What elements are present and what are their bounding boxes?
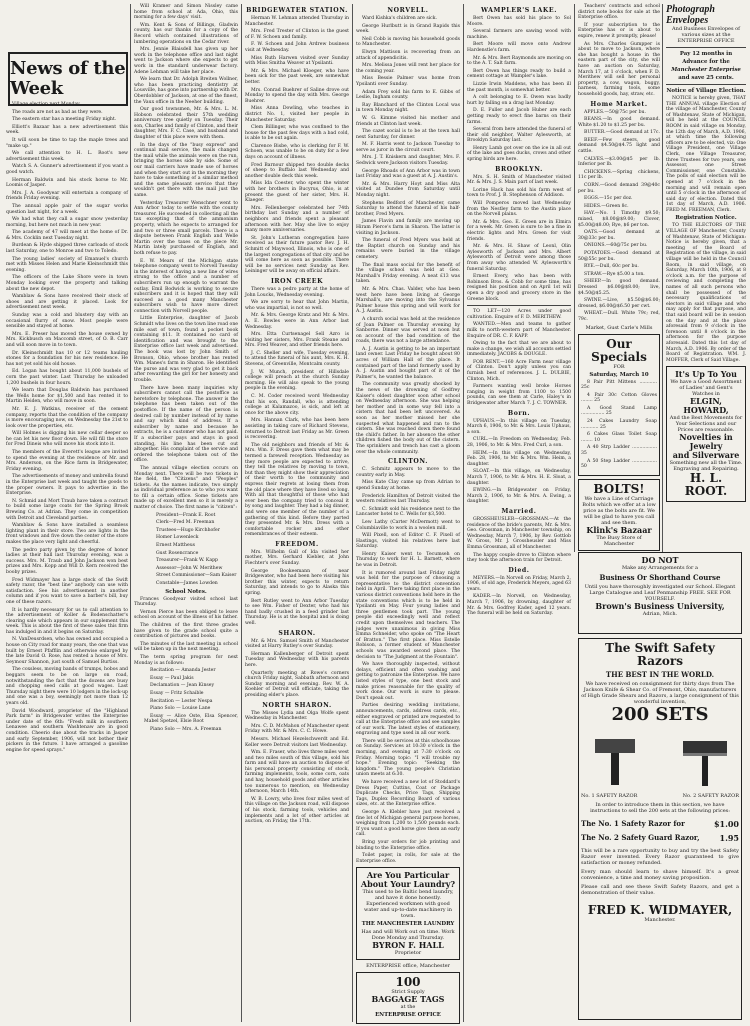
enterprise-small: ENTERPRISE office, Manchester — [366, 963, 450, 970]
bolts-body: We have a Line of Carriage Bolts which we offer at a low price as the bolts are fit. We will be glad to have you call and see them. — [582, 495, 656, 526]
born-heading: Born. — [507, 409, 531, 417]
market-line: ONIONS.—60@75c per bu. — [584, 243, 648, 249]
root-body: We have a Good Assortment of Ladies' and Gent's Watches in — [670, 379, 742, 398]
article-paragraph: Elwyn Mattison is recovering from an attack of appendicitis. — [356, 49, 460, 61]
article-paragraph: Bert Owen has things ready to build a cement cottage at Wampler's lake. — [467, 68, 571, 80]
razor-cap2: No. 2 SAFETY RAZOR — [682, 793, 739, 799]
market-line: EGGS.—15c per doz. — [584, 196, 633, 202]
program-line: Declamation — Jean Kinsey — [150, 683, 215, 689]
article-paragraph: It is rumored around last Friday night was held for the purpose of choosing a representative to the district convention held in April. There taking first place in the various district conventions held here in the state conventions which is to be held in Ypsilanti on May. Four young ladies and three gentlemen took part. The young people did exceedingly well and reflect credit upon themselves and teachers. The judges were unanimous in giving Miss Emma Schneider, who spoke on "The Heart of Bratton." The first place. Miss Estelle Robison, a former student of Manchester schools was awarded second place. The decision to "The Judgment at the Fountain". — [356, 570, 460, 660]
market-line: HIDES.—Green 8c. — [584, 203, 629, 209]
article-paragraph: The cazet social is to be at the town hall next Saturday, for dinner. — [356, 129, 460, 140]
market-line: SHEEP.—In good demand. Dressed $6.00@$8.00; live, $4.50@$5.25. — [578, 279, 660, 296]
market-line: RYE.—Dull, 60c per bu. — [584, 264, 639, 270]
article-paragraph: Wm. Kent & Sons of Billings, Gladwin county, has our thanks for a copy of the Record which contained illustrations of lumbering operations on the Cedar river. — [134, 22, 238, 45]
laundry-line1: Are You Particular — [366, 870, 450, 881]
article-paragraph: It will soon be time to tap the maple trees and "make up." — [6, 137, 128, 149]
article-paragraph: Mr. & Mrs. Michael Kloeger, who have been sick for the past week, are somewhat better. — [245, 68, 349, 85]
article-paragraph: Mrs. E. Preser has moved the house owned by Mrs. Kickbusch on Maccomb street, of O. B. Carr and will soon move in to town. — [6, 331, 128, 348]
ticket-line: President—Frank E. Root — [156, 512, 216, 518]
article-paragraph: Lorine Hack has sold his farm west of town to Prof. J. B. Stephenson of Addison. — [467, 187, 571, 199]
tags-l1: Strict Supply — [391, 989, 425, 996]
article-paragraph: Herman Kallenberger of Detroit spent Tuesday and Wednesday with his parents here. — [245, 651, 349, 668]
article-paragraph: UPHAUS.—In this village on Tuesday, March 6, 1906, to Mr. & Mrs. Louis Uphaus, a son. — [467, 418, 571, 435]
article-paragraph: We learn that Douglas Baldwin has purchased the Wells home for $1,500 and has rented it to Martin Heiden, who will move in soon. — [6, 388, 128, 405]
article-paragraph: Fred Widmayer has a large stock of the Swift safety razor, the "best line" anybody can use with satisfaction. See his advertisement in another column and if you want to save a barber's bill, buy one of these razors. — [6, 577, 128, 605]
market-heading: Home Market. — [590, 100, 648, 108]
article-paragraph: The final mass social for the benefit of the village school was held at Geo. Marshall's Friday evening. A neat £13 was taken. — [356, 262, 460, 285]
laundry-line7: Proprietor — [394, 950, 422, 957]
article-paragraph: Several from here attended the funeral of their old neighbor, Walter Aylesworth, at Brooklyn Saturday last. — [467, 127, 571, 144]
norvell-heading: NORVELL. — [387, 7, 429, 14]
article-paragraph: Will Kramer and Simon Nissley came home from school at Ada, Ohio, this morning for a few days' visit. — [134, 4, 238, 21]
article-paragraph: Vernon Pierce has been obliged to leave school on account of the illness of his father. — [134, 609, 238, 621]
market-line: SWINE.—Live, $5.50@$6.00; dressed, $6.00@$6.50 per cwt. — [578, 298, 660, 309]
article-paragraph: Mr. & Mrs. Geo. E. Green are in Elmira for a week. Mr. Green is sure to be a fine in electric lights and Mrs. Green for visit friends. — [467, 219, 571, 242]
razor-p1-price: $1.00 — [713, 819, 739, 829]
razor-count: 200 SETS — [611, 704, 709, 725]
root-l2: Novelties in — [679, 432, 733, 443]
article-paragraph: There was a pedro party at the home of John Loucks, Wednesday evening. — [245, 286, 349, 298]
article-paragraph: Clarence Bisbe, who is clerking for F. W. Schoen, was unable to be on duty for a few days on account of illness. — [245, 143, 349, 161]
article-paragraph: Mr. & Mrs. H. Shaw of Leonl, Olin Aylesworth of Jackson and Mrs. Albert Aylesworth of Detroit were among those from away who attended W. Aylesworth's funeral Saturday. — [467, 244, 571, 272]
article-paragraph: Herman W. Lehman attended Thursday in Manchester. — [245, 16, 349, 27]
article-paragraph: We are sorry to hear that John Martin, who was impartial, is not so well. — [245, 300, 349, 311]
article-paragraph: Fred Barnour shipped two double decks of sheep to Buffalo last Wednesday and another double deck this week. — [245, 162, 349, 179]
election-notice: NOTICE is hereby given, THAT THE ANNUAL village Election of the village of Manchester, County of Washtenaw, State of Michigan, will be held at the COUNCIL ROOM in said village on Monday, the 12th day of March, A.D. 1906, at which time the following officers are to be elected, viz: One Village President, one Village Clerk, one Village Treasurer, three Trustees for two years, one Assessor, one Street Commissioner, one Constable. The polls of said election will be opened at 7 o'clock in the morning and will remain open until 5 o'clock in the afternoon of said day of election. Dated this 1st day of March, A.D. 1906. FRED M. FREEMAN, Clerk. — [666, 96, 746, 213]
article-paragraph: Ernest Every, who has been with Robinson Bros. & Cobb for some time, has resigned his position and on April 1st will open a dry good and grocery store in the Greene block. — [467, 274, 571, 302]
article-paragraph: Miss Anna Dowling, who teaches in district No. 1, visited her people in Manchester Saturday. — [245, 106, 349, 123]
root-l1: It's Up To You — [675, 369, 737, 380]
specials-date: Saturday, March 10 — [589, 371, 649, 378]
razor-illustration-1 — [585, 729, 645, 789]
root-l4: and Silverware — [672, 450, 740, 461]
classified-ad: Owing to the fact that we are about to make a change, we wish all accounts settled immediately. JACOBS & DOUGLE. — [467, 341, 571, 358]
article-paragraph: The community was greatly shocked by the news of the drowning of Godfrey Kaiser's oldest daughter soon after school on Wednesday afternoon. She was helping her mother and in some way fell into a cistern that had been left uncovered. As soon as her mother missed her she suspected what happened and ran to the cistern. She was reached down there found the child's father. In her absence the other children fished the body out of the cistern. The sprinklers and trench has cast a gloom over the whole community. — [356, 382, 460, 455]
article-paragraph: Ward Kishka's children are sick. — [362, 16, 437, 21]
pay-l4: and save 25 cents. — [678, 75, 734, 81]
razor-illustration-2 — [675, 729, 735, 789]
article-paragraph: George Rhoads of Ann Arbor was in town last Friday and was a guest at A. J. Austin's. — [356, 168, 460, 180]
specials-item: 8 Pair Pitt Mittens ............ 25c — [581, 379, 657, 391]
razor-sub: THE BEST IN THE WORLD. — [605, 670, 715, 679]
article-paragraph: Mrs. Etta Curtsenagel Sell Azro is visiting her sisters, Mrs. Frank Steane and Mrs. Fred Weaver, and other friends here. — [245, 332, 349, 349]
article-paragraph: The members of the Everett's league are invited to spend the evening at the residence of Mr. and Mrs. Anderson, on the Rice farm in Bridgewater, Friday evening. — [6, 450, 128, 472]
root-body3: Something new all the Time. Engraving and Repairing. — [669, 460, 743, 473]
pay-l3: Manchester Enterprise — [671, 67, 741, 73]
article-paragraph: Watch S. A. Gunner's advertisement if you want a good watch. — [6, 164, 128, 175]
market-note: Market, Gust Carle's Mills — [585, 324, 653, 331]
article-paragraph: SLOAT.—In this village, on Wednesday, March 7, 1906, to Mr. & Mrs. H. E. Sloat, a daughter. — [467, 469, 571, 486]
article-paragraph: Our good townsmen, Mr. & Mrs. L. M. Hobson celebrated their 57th wedding anniversary tree quietly on Tuesday. Their son, Charles and family of Clinton, and their daughter, Mrs. F. C. Case, and husband and daughter of this place were with them. — [134, 107, 238, 141]
article-paragraph: D. E. Fuller and Jacob Huber are each getting ready to erect fine barns on their farms. — [467, 108, 571, 125]
bolts-sub: The Busy Store of Manchester — [596, 534, 642, 547]
article-paragraph: The old neighbors and friends of Mr. & Mrs. Wm. F. Dress gave them what may be termed a farewell reception. Wednesday as they more people are expected to arrive, they tell the relatives by moving to town, but than they might show their appreciation of their worth to the community and express their regrets at losing them from the old place where they have lived so long. With all that thoughtful of those who had ever been the company tried to conceal it by song and laughter. They had a big dinner, and were one member of the number of a gathering of this kind. Before they parted they presented Mr. & Mrs. Dress with a comfortable rocker and other remembrances of their esteem. — [245, 442, 349, 538]
article-paragraph: Henry Kaiser went to Tecumseh on Thursday to work for H. L. Barnett, where he was in Detroit. — [356, 551, 460, 569]
article-paragraph: St. John's Lutheran congregation have received as their future pastor Rev. J. H. Schmitt of Maywood, Illinois, who is one of the largest congregations of that city and he will come here as soon as possible. There will be no services next Sunday as Rev. Leininger will be away on official affairs. — [245, 235, 349, 275]
razor-note: In order to introduce them in this section, we have instructions to sell the 200 sets at the following prices: — [590, 802, 730, 814]
specials-ad — [578, 334, 660, 476]
article-paragraph: Miss Ruth Harwen visited over Sunday with Miss Smitha Weaver at Ypsilanti. — [245, 55, 349, 67]
article-paragraph: Mrs. J. A. Goodyear will entertain a company of friends Friday evening. — [6, 190, 128, 202]
razor-images — [585, 729, 735, 789]
article-paragraph: Will Holmes is digging his new cellar deeper so he can let his new floor down. He will fill the store for Fred Dineis who will move his stock into it. — [6, 431, 128, 448]
article-paragraph: GROSSHEUSLER—GROSSMAN.—At the residence of the bride's parents, Mr. & Mrs. Geo. Grossman, in Manchester township, on Wednesday, March 7, 1906, by Rev. Gottlob W. Gross, Mr. J. Grossheusler and Miss Emma Grossman, all of Manchester. — [467, 516, 571, 550]
ticket-line: Constable—James Lowden — [156, 581, 218, 586]
market-line: BEEF.—Few steers, good demand $4.50@$4.75 light and cattle. — [578, 137, 660, 155]
married-heading: Married. — [501, 507, 537, 515]
program-line: Essay — Alice Oste, Elsa Spencer, Mabel Spetzel, Elsie Root — [144, 713, 238, 725]
laundry-line3: This used to be Baltic bend laundry, and have it done honestly. Experienced workmen with good water and up-to-date machinery in town. — [362, 889, 454, 920]
laundry-line2: About Your Laundry? — [360, 879, 456, 890]
article-paragraph: Quarterly meeting at Rowe's corners church Friday night, Sabbath afternoon and Sunday morning and evening. Rev. W. A. Koehler of Detroit will officiate, taking the presiding elder's place. — [245, 670, 349, 698]
article-paragraph: Adam Frey sold his farm to E. Gibbs of Leslie, Ingham county. — [356, 89, 460, 101]
column-rule — [463, 4, 464, 1022]
article-paragraph: The roads are not as bad as they were. — [12, 109, 103, 115]
tags-l3: at the — [400, 1004, 416, 1011]
bolts-title: BOLTS! — [593, 481, 645, 496]
root-l3: Jewelry — [689, 441, 723, 452]
article-paragraph: Stephens Bedford of Manchester, came Saturday to attend the funeral of his half-brother, Fred Myers. — [356, 200, 460, 217]
column-rule — [574, 4, 575, 552]
article-paragraph: C. Schmidt sold his residence next to the Lancaster hotel to C. Wells for $3,500. — [356, 506, 460, 518]
brooklyn-heading: BROOKLYN. — [495, 165, 543, 173]
razor-body: We have received on consignment for thirty days from The Jackson Knife & Shear Co. of Fremont, Ohio, manufacturers of High Grade Shears and Razors, a large consignment of this wonderful invention, — [581, 681, 739, 705]
article-paragraph: Bert Owen has sold his place to Sol Moore. — [467, 16, 571, 27]
razor-place: Manchester. — [644, 917, 676, 923]
article-paragraph: Wamblaw & Sons have installed a seamless lighting plant in their store. Two are lights in the front windows and five down the center of the store makes the place very light and cheerful. — [6, 523, 128, 545]
article-paragraph: The advertisements of money and umbrella found in the Enterprise last week and taught the goods to the proper owners. It pays to advertise in the Enterprise. — [6, 474, 128, 497]
ticket-line: Street Commissioner—Sam Kaiser — [156, 573, 237, 579]
razor-p1: The No. 1 Safety Razor for — [581, 819, 685, 828]
school-ad-l5: Brown's Business University, — [595, 601, 725, 611]
article-paragraph: Mr. & Mrs. Harry Hoyt and Miss Alta visited at Dundee from Saturday until Monday night. — [356, 181, 460, 199]
laundry-line5: Has and will Work out on time. Work Done Monday and Thursday. — [361, 929, 455, 942]
program-line: Essay — Fritz Schaible — [150, 690, 204, 696]
article-paragraph: Lizzie Irwin Maddens, who has been ill the past month, is somewhat better. — [467, 81, 571, 93]
razor-name: FRED K. WIDMAYER, — [587, 903, 733, 917]
ticket-line: Homer Lowenleck — [156, 535, 199, 541]
article-paragraph: We have received a new lot of Stoddard's Dress Paper, Cuttins, Coat or Package Duplicate Checks, Price Tags, Shipping Tags, Duplex Recording Board of various sizes, etc. at the Enterprise office. — [356, 780, 460, 808]
root-name: H. L. ROOT. — [684, 471, 728, 499]
column-7 — [666, 4, 746, 552]
article-paragraph: Dr. Kleinschmidt has 10 or 12 teams hauling stones for a foundation for his new residence. He has not yet sold his old house. — [6, 350, 128, 367]
column-6 — [578, 4, 660, 552]
article-paragraph: George A. Klebler have just received a fine lot of Michigan general purpose horses, weighing from 1,200 to 1,500 pounds each. If you want a good horse give them an early call. — [356, 810, 460, 838]
article-paragraph: The officers of the Lake Shore were in town Monday looking over the property and talking about the new depot. — [6, 275, 128, 292]
article-paragraph: Miss Ida Coester, who spent the winter with her brothers in Bucyrus, Ohio, is at present the guest of her sister, Mrs. H. Klaeger. — [245, 181, 349, 204]
article-paragraph: Miss Kate Clay came up from Adrian to spend Sunday at home. — [356, 480, 460, 491]
razor-cap1: No. 1 SAFETY RAZOR — [581, 793, 638, 799]
safety-razor-ad — [578, 638, 742, 1020]
root-b1: ELGIN, — [690, 396, 722, 407]
article-paragraph: As Mrs. Charles Gumpper is about to move to Jackson, where she has bought a house in the eastern part of the city, she will have an auction on Saturday, March 17, at 1 o'clock, when F. D. Merithew will sell her personal property, a cow, wagon, buggy, harness, farming tools, some household goods, hay, straw, etc. — [578, 41, 660, 97]
article-paragraph: C. M. Coder received word Wednesday that his son, Randall, who is attending college at Kalamazoo, is sick, and left at once for the above city. — [245, 394, 349, 416]
article-paragraph: Mrs. Fellenberger celebrated her 74th birthday last Sunday and a number of neighbors and friends spent a pleasant afternoon with her. May she live to enjoy many more anniversaries. — [245, 205, 349, 234]
column-rule — [662, 4, 663, 552]
market-line: POTATOES.—Good demand at 50@55c per bu. — [578, 250, 660, 262]
specials-item: 4 Pair 30c Cotton Gloves ........ 25 — [581, 392, 657, 404]
column-rule — [130, 4, 131, 1022]
specials-item: A 40 Strp Ladder ................. 35 — [581, 445, 657, 457]
article-paragraph: Will Pixell, son of Editor C. F. Pixell of Hastings, visited his relatives here last Saturday. — [356, 533, 460, 550]
article-paragraph: Frances Goodyear visited school last Thursday. — [134, 596, 238, 608]
program-line: Piano Solo — Louise Lane — [150, 706, 211, 712]
article-paragraph: Mr. & Mrs. Bert Raymonds are moving on to the A. T. Salt farm. — [467, 55, 571, 67]
ticket-line: Treasurer—Frank W. Kapp — [156, 558, 218, 564]
article-paragraph: KADER.—In Norvell, on Wednesday, March 7, 1906, by drowning, daughter of Mr. & Mrs. Godfrey Kader, aged 12 years. The funeral will be held on Saturday. — [467, 594, 571, 617]
article-paragraph: George Bookeemann of near Bridgewater, who had been here visiting his brother this winter, expects to return Saturday, and intends to go to Alaska this spring. — [245, 568, 349, 597]
bolts-name: Klink's Bazaar — [586, 524, 652, 535]
specials-item: 24 Cakes Laundry Soap ............ 25 — [581, 419, 657, 430]
north-sharon-heading: NORTH SHARON. — [262, 701, 332, 709]
program-line: Essay — Paul Jakis — [150, 675, 194, 681]
market-line: OATS.—Good demand at 30@33c per bu. — [578, 230, 660, 241]
pay-l1: Pay 12 months in — [679, 51, 733, 57]
tags-l4: ENTERPRISE OFFICE — [375, 1012, 441, 1019]
specials-title: Our Specials — [591, 336, 647, 364]
article-paragraph: We call attention to H. L. Root's new advertisement this week. — [6, 151, 128, 162]
razor-body3: Every man should learn to shave himself. It's a great convenience, a time and money saving proposition. — [581, 869, 739, 881]
article-paragraph: E. W. Mears of the Michigan state telephone company went to Norvell Tuesday in the interest of having a new line of wires strung to the office and a number of subscribers run up enough to warrant the outlay. Emil Bodwick is working to secure subscribers and it is hoped that they will succeed as a good many Manchester subscribers wish to have more direct connection with Norvell people. — [134, 258, 238, 314]
article-paragraph: George Hurlbutt is in Grand Rapids this week. — [356, 23, 460, 35]
article-paragraph: W. B. Lowry, who lives four miles west of this village on the Jackson road, will dispose of his stock, farming tools, vehicles and implements and a lot of other articles at auction, on Friday, the 17th. — [245, 796, 349, 825]
wamplers-heading: WAMPLER'S LAKE. — [481, 7, 557, 14]
article-paragraph: Burdean & Hyde shipped three carloads of stock last Saturday, one to Monroe and two to Toledo. — [6, 243, 128, 255]
program-line: Recitation — Amanda Jester — [150, 668, 216, 674]
market-line: CALVES.—$3.00@$5 per lb. Inferior per lb. — [578, 156, 660, 168]
election-notice-heading: Notice of Village Election. — [666, 88, 746, 94]
root-ad — [666, 366, 746, 502]
article-paragraph: Neil Cobb is moving his household goods to Manchester. — [356, 36, 460, 48]
article-paragraph: Teachers' contracts and school district note books for sale at the Enterprise office. — [578, 4, 660, 21]
razor-body2: This will be a rare opportunity to buy and try the best Safety Razor ever invented. Every Razor guaranteed to give satisfaction or money refunded. — [581, 848, 739, 866]
registration-heading: Registration Notice. — [675, 215, 737, 222]
article-paragraph: Frederick Hamilton of Detroit visited the western relatives last Thursday. — [356, 493, 460, 505]
photo-envelopes-sub: And Business Envelopes of various sizes at the ENTERPRISE OFFICE — [671, 26, 741, 44]
article-paragraph: M. F. Harris went to Jackson Tuesday to serve as juror in the circuit court. — [356, 142, 460, 153]
column-rule — [241, 4, 242, 1022]
article-paragraph: The annual apple pair of the sugar works question last night, for a week. — [6, 203, 128, 215]
article-paragraph: Mrs. S. H. Smith of Manchester visited Mr. & Mrs. J. S. Main part of last week. — [467, 174, 571, 186]
article-paragraph: We learn that Dr. Adolph Breiten Wollner, who has been practicing dentistry at Lousville, has gone into partnership with Dr. Oberdobbler of Jackson, at one of the finest, the Vaux office in the Neeher building. — [134, 77, 238, 105]
school-ad-l3: Business Or Shorthand Course — [599, 573, 721, 582]
article-paragraph: MEYERS.—In Norvell on Friday, March 2, 1906, of old age, Frederick Meyers, aged 63 years. — [467, 575, 571, 592]
column-3 — [245, 4, 349, 1022]
article-paragraph: Village election next Monday. — [12, 102, 81, 107]
article-paragraph: The children of the first three grades have given to the grade school quite a contribution of pictures and books. — [134, 622, 238, 640]
article-paragraph: CURL.—In Freedom on Wednesday, Feb. 28, 1906, to Mr. & Mrs. Fred Curl, a son. — [467, 437, 571, 448]
market-line: HAY.—No. 1 Timothy $9.50; mixed, $8.00@$9.00; Clover, $5.00@$8.00; Rye, $6 per ton. — [578, 211, 660, 228]
article-paragraph: The pedro party given by the degree of honor ladies at their hall last Thursday evening, was a success. Mrs. M. Traub and John Jackson won best prizes and Mrs. Kopp and Will D. Kern received the booby prizes. — [6, 547, 128, 575]
article-paragraph: Wamblaw & Sons have received their stock of shoes and are getting it placed. Look for advertisement next week. — [6, 294, 128, 311]
laundry-line6: BYRON F. HALL — [372, 940, 444, 951]
market-line: CHICKENS.—Spring chickens, 11c per lb. — [578, 169, 660, 181]
clinton-heading: CLINTON. — [387, 458, 429, 466]
market-line: BUTTER.—Good demand at 17c. — [584, 130, 660, 136]
bolts-ad — [578, 479, 660, 551]
article-paragraph: Messrs. Michael Hezelschwerdt and Ed. Keller were Detroit visitors last Wednesday. — [245, 736, 349, 748]
masthead — [8, 52, 128, 106]
article-paragraph: Henry Lamb got over on the ice in all out of the lake and goes ducks, crows and other spring birds are here. — [467, 145, 571, 163]
program-line: Piano Solo — Mrs. A. Freeman — [150, 726, 222, 732]
bridgewater-heading: BRIDGEWATER STATION. — [246, 7, 348, 14]
classified-ad: WANTED.—Men and teams to gather milk to north-western part of Manchester. Enquire of DR. C. F. KAPP. — [467, 322, 571, 339]
tags-ad — [356, 972, 460, 1024]
classified-ad: TO LET—120 Acres under good cultivation. Enquire of F. D. MERITHEW. — [467, 309, 571, 320]
article-paragraph: If your subscription to the Enterprise has or is about to expire, renew it promptly, please! — [578, 22, 660, 39]
article-paragraph: Bring your orders for job printing and binding to the Enterprise office. — [356, 839, 460, 851]
article-paragraph: Elliott's Bazaar has a new advertisement this week. — [6, 124, 128, 136]
article-paragraph: N. Schmid and Mort Traub have taken a contract to build some large coats for the Spring Brook Brewing Co. at Adrian. They come in competition with Detroit and Cleveland parties. — [6, 498, 128, 521]
razor-title: The Swift Safety Razors — [605, 641, 715, 668]
market-line: APPLES.—50@75c per bu. — [584, 109, 646, 115]
article-paragraph: J. C. Sheller and wife, Tuesday evening, to attend the funeral of his aunt, Mrs. K. H. Stevens, of Greenville, Montcalm county. — [245, 350, 349, 368]
article-paragraph: Mr. & Mrs. Chas. Valder, who has been west here have been living at George Marshall's, are moving into the Sylvanus Palmer house this spring and will work for A. J. Austin. — [356, 286, 460, 315]
article-paragraph: There will be services at this schoolhouse on Sunday. Services at 10:30 o'clock in the morning, and evening at 7:30 o'clock on Friday. Morning topic: "I will trouble my hope." Evening topic: "Seeking the kingdom." The young people's Christian union meets at 6:30. — [356, 738, 460, 778]
article-paragraph: It is hardly necessary for us to call attention to the advertisement of Koller & Bodenschatter's clearing sale which appears in our supplement this week. This is about the first of these sales this firm has indulged in and it begins on Saturday. — [6, 607, 128, 635]
article-paragraph: J. W. Munch, president of Hillsdale college will preach at the church Sunday morning. He will also speak to the young people in the evening. — [245, 369, 349, 392]
pay-l2: Advance for the — [682, 59, 730, 65]
article-paragraph: A. J. Austin is getting to be an important land owner. Last Friday he bought about 80 acres of William Hall of the place. It contained part of the land formerly used by A. J. Austin and bought part of it of the Palmer's, he wanted the balance. — [356, 346, 460, 380]
article-paragraph: Bert Moore will move onto Andrew Hardenstle's farm. — [467, 42, 571, 53]
ticket-line: Ernest Mattheus — [156, 543, 196, 549]
specials-for: FOR — [613, 363, 625, 370]
column-rule — [352, 4, 353, 1022]
school-notes-heading: School Notes. — [165, 588, 207, 595]
article-paragraph: F. W. Schoen and John Ardrew business visit at Wednesday. — [245, 42, 349, 53]
article-paragraph: N. VanDeusrdsen, who has owned and occupied a house on City road for many years, the one that was built by Ernest Pfafflin and otherwise enlarged by the late David O. Rose, has rented a house of Mrs. Seymour Shannon, just south of Samuel Burtiss. — [6, 637, 128, 665]
article-paragraph: Mrs. J. T. Kniskern and daughter, Mrs. F. Sedwick were Jackson visitors Tuesday. — [356, 155, 460, 167]
ticket-line: Trustees—Hugo Kirchhofer — [156, 527, 220, 533]
tags-num: 100 — [395, 975, 421, 990]
article-paragraph: A colt belonging to E. Owen was badly hurt by falling on a drag last Monday. — [467, 95, 571, 106]
specials-item: A Good Stand Lamp ................ 25 — [581, 405, 657, 417]
specials-item: 6 Cakes Glass Toilet Soap ........ 10 — [581, 432, 657, 443]
article-paragraph: David Woodward, proprietor of the "Highland Park farm" in Bridgewater writes the Enterprise under date of the 6th: "Fresh milk in southern Lenawee and southern Washtenaw are in good condition. Cheerio due about the tracks in Jasper and early September, 1906, will not bother their pickers in the future. I have arranged a gasoline engine for speed sprays." — [6, 708, 128, 753]
iron-creek-heading: IRON CREEK — [270, 277, 324, 285]
article-paragraph: Wm. E. Fraser, who lives three miles west and two miles south of this village, sold his farm and will have an auction to dispose of his personal property consisting of stock, farming implements, tools, some corn, oats and hay, household goods and other articles too numerous to mention, on Wednesday afternoon, March 14th. — [245, 750, 349, 795]
article-paragraph: There have been many inquiries why subscribers cannot call the postoffice as heretofore by telephone. The answer is the telephone has been taken out of the postoffice. If the name of the person is desired call by number instead of by name and say which kind of address. If a subscriber by name and because he extracts, he is a customer who has not paid. If a subscriber pays and stays in good standing, his line has been cut out altogether. His complaint of the service and ordered the telephone taken out of the office. — [134, 385, 238, 464]
article-paragraph: Mr. & Mrs. Samuel Smith of Manchester visited at Harry Rutley's over Sunday. — [245, 638, 349, 650]
razor-body4: Please call and see these Swift Safety Razors, and get a demonstration of their value. — [581, 884, 739, 896]
article-paragraph: A church social was held at the residence of Joan Palmer on Thursday evening by Sanborne. Dinner was served at noon but on account of the bad condition of the roads, there was not a large attendance. — [356, 316, 460, 345]
ticket-line: Gust Rosencrance — [156, 550, 199, 556]
article-paragraph: Parties desiring wedding invitations, announcements, cards, address cards, etc., either engraved or printed are requested to call at the Enterprise office and see samples of our work. The latest styles of stationery, engraving and type used in all our work. — [356, 703, 460, 737]
business-university-ad — [578, 552, 742, 634]
article-paragraph: Mrs. Wilhelm Gall of Ida visited her mother, Mrs. Gerhard Kiebler, at John Fiechter's over Sunday. — [245, 549, 349, 567]
razor-p2-price: 1.95 — [719, 833, 739, 843]
article-paragraph: Bert Rutley went to Ann Arbor Tuesday to see Wm. Fisher of Dexter, who had his hand badly crushed in a feed grinder last Thursday. He is at the hospital and is doing well. — [245, 598, 349, 626]
article-paragraph: The eastern star has a meeting Friday night. — [12, 117, 117, 123]
school-ad-l6: Adrian, Mich. — [642, 611, 678, 617]
article-paragraph: The annual village election occurs on Monday next. There will be two tickets in the field, the "Citizens" and "Peoples" tickets. As the names indicate, two simply as individual preference as to who you want to fill a certain office. Some tickets are made up of excellent men so it is merely a matter of choice. The first name is "citizen": — [134, 465, 238, 511]
article-paragraph: Will Pomperos moved last Wednesday from the Nestley farm to the Austin place on the Norvell plains. — [467, 201, 571, 218]
root-b2: HOWARD, — [683, 405, 729, 416]
ticket-line: Assessor—John W. Merithew — [156, 565, 223, 571]
article-paragraph: EWING.—In Bridgewater on Friday, March 2, 1906, to Mr. & Mrs. A. Ewing, a daughter. — [467, 488, 571, 505]
photo-envelopes-heading: Photograph Envelopes — [666, 4, 715, 26]
article-paragraph: Lew Lathy (Carter McDermott) went to Columbiaville to work in a woolen mill. — [356, 519, 460, 531]
article-paragraph: In the days of the "busy express" and continual mail service, the mails changed the mail while the animals were on the run, bringing the horses side by side. Some of our mail carriers have made use of horses and when they start out in the morning they have to take something of a similar method and the same pleasant service that they wouldn't get there with the mail just the same. — [134, 142, 238, 198]
article-paragraph: Mrs. C. D. McMahon of Manchester spent Friday with Mr. & Mrs. C. C. Howe. — [245, 723, 349, 735]
article-paragraph: Mrs. Jennie Blaisdell has given up her work in the telephone office and last night went to Jackson where she expects to get work in the standard underwear factory. Adene Lehman will take her place. — [134, 47, 238, 75]
article-paragraph: Mrs. Conrad Buehrer of Saline drove out Monday to spend the day with Mrs. George Buehrer. — [245, 87, 349, 104]
ticket-line: Clerk—Fred M. Freeman — [156, 520, 215, 526]
article-paragraph: The term spring program for next Monday is as follows: — [134, 654, 238, 666]
article-paragraph: The academy of 47 will meet at the home of Dr. & Mrs. Cocklin next Tuesday night. — [6, 230, 128, 241]
article-paragraph: Ray Blanchard of the Clinton Local was in town Monday night. — [356, 102, 460, 114]
school-ad-l2: Make any Arrangements for a — [622, 565, 698, 571]
article-paragraph: Sunday was a cold and blustery day with an occasional flurry of snow. Most people were sensible and stayed at home. — [6, 313, 128, 330]
article-paragraph: James Flavin and family are moving up Hiram Pierce's farm in Sharon. The latter is visiting in Jackson. — [356, 219, 460, 236]
article-paragraph: The happy couple drove to Clinton where they took the afternoon train for Detroit. — [467, 552, 571, 564]
column-5 — [467, 4, 571, 617]
article-paragraph: Toilet paper, in rolls, for sale at the Enterprise office. — [356, 853, 460, 864]
article-paragraph: The Misses Lydia and Olga Wolfe spent Wednesday in Manchester. — [245, 710, 349, 722]
classified-ad: Farmers wanting well broke Horses ranging in weight from 1100 to 1500 pounds, can see them at Carle, Haley's in Bridgewater after March 7. J. C. TOWNER. — [467, 384, 571, 407]
article-paragraph: Little Enterprise, daughter of Jacob Schmidt who lives on the town line road one mile east of town, found a pocket book containing $11. It contained no card of identification and was brought to the Enterprise office last week and advertised. The book was lost by John Smith of Bronson, Ohio, whose brother has rented Wm. Manes's farm in Sharon. He identified the purse and was very glad to get it back after rewarding the girl for her honesty and trouble. — [134, 316, 238, 383]
masthead-title: News of the Week — [10, 58, 126, 99]
article-paragraph: Ed. Logan has bought about 11,000 bushels of corn the past winter. Last Thursday he unloaded 1,200 bushels in four hours. — [6, 369, 128, 386]
column-1 — [6, 4, 128, 1022]
article-paragraph: Mrs. Fred Trester of Clinton is the guest of F. W. Schoen and family. — [245, 29, 349, 40]
column-2 — [134, 4, 238, 1022]
article-paragraph: The coxsless, moving bands of trumps, hobos and beggars seem to be on large on road, notwithstanding the fact that the dozens are busy and chopping seed calls at good wages. Last Thursday night there were 10 lodgers in the lock-up and one was a boy, seemingly not more than 12 years old. — [6, 667, 128, 706]
specials-item: A 50 Step Ladder ................. 50 — [581, 458, 657, 470]
market-line: STRAW.—Rye $5.00 a ton. — [584, 271, 645, 277]
market-line: WHEAT.—Dull. White 79c; red, 79c. — [578, 311, 660, 322]
razor-p2: The No. 2 Safety Guard Razor, — [581, 833, 700, 842]
article-paragraph: Mr. & Mrs. George Kratz and Mr. & Mrs. A. E. Bowles were in Ann Arbor last Wednesday. — [245, 313, 349, 330]
freedom-heading: FREEDOM. — [275, 540, 319, 548]
article-paragraph: Several farmers are sawing wood with machine. — [467, 29, 571, 40]
root-body2: And the Best Movements for Your Selections and our Prices are reasonable. — [669, 415, 743, 434]
article-paragraph: HEIM.—In this village on Wednesday, Feb. 28, 1906, to Mr. & Mrs. Wm. Heim, a daughter. — [467, 450, 571, 467]
article-paragraph: The funeral of Fred Myers was held at the Baptist church on Sunday and his remains were buried in the village cemetery. — [356, 238, 460, 260]
article-paragraph: The young ladies' society of Emanuel's church met with Misses Helen and Marie Kleinschmidt this evening. — [6, 256, 128, 273]
market-line: CORN.—Good demand 39@40c per bu. — [578, 183, 660, 194]
article-paragraph: Mrs. Hannan Clark, who has been here assisting in taking care of Richard Stevens, returned to Detroit last Friday as Mr. Green is recovering. — [245, 418, 349, 441]
school-ad-l4: Until you have thoroughly investigated our School. Elegant Large Catalogue and Leaf Penmanship FREE. SEE FOR YOURSELF. — [584, 584, 736, 602]
school-ad-l1: DO NOT — [641, 555, 679, 565]
sharon-heading: SHARON. — [278, 629, 316, 637]
article-paragraph: C. Schmitz appears to move to the country early in May. — [356, 467, 460, 478]
article-paragraph: Mrs. Melissa Jones will rent her place for the coming year. — [356, 63, 460, 74]
ticket-list — [134, 513, 238, 587]
market-line: BEANS.—In good demand. White $1.20 to $1.25 per bu. — [578, 117, 660, 128]
died-heading: Died. — [508, 566, 530, 574]
article-paragraph: Miss Bessie Palmer was home from Ypsilanti over Sunday. — [356, 76, 460, 87]
article-paragraph: The minutes of the last meeting in school will be taken up in the next meeting. — [134, 641, 238, 653]
tags-l2: BAGGAGE TAGS — [371, 994, 445, 1005]
article-paragraph: Clem Billinger, who was confined to the house for the past few days with a bad cold, is able to be out again. — [245, 125, 349, 142]
article-paragraph: W. G. Kimme visited his mother and friends at Clinton last week. — [356, 115, 460, 127]
article-paragraph: Mr. E. J. Watkins, receiver of the cement company, reports that the condition of the company is more encouraging now, on Wednesday the 21st to look over the properties, etc. — [6, 406, 128, 429]
article-paragraph: Herman Baldwin and his stock horse to Mr. Loomis of Jasper. — [6, 177, 128, 189]
column-4 — [356, 4, 460, 1022]
article-paragraph: We have thoroughly inspected, without delays, efficient and often washing and getting to patronize the Enterprise. We have listed styles of type, one best stock and make prices reasonable for the quality of work done. Our work is sure to please. Don't speak out. — [356, 662, 460, 701]
article-paragraph: Yesterday Treasurer Wenschner went to Ann Arbor today to settle with the county treasurer. He succeeded in collecting all the tax excepting that of the ammonium property, which he expects to arranged for and two or three small parcels. There is a dispute between Frank English and Welle Martin over the taxes on the piece Mr. Martin lately purchased of English, and both refuse to pay. — [134, 200, 238, 256]
classified-ad: FOR RENT.—160 Acre Farm near village of Clinton. Don't apply unless you can furnish best of references. J. L. DULBIE, Clinton, Mich. — [467, 359, 571, 382]
laundry-line4: THE MANCHESTER LAUNDRY — [361, 921, 455, 928]
laundry-ad — [356, 867, 460, 960]
article-paragraph: We had what they call a sugar snow yesterday morning, but here not much in new year. — [6, 217, 128, 228]
program-line: Recitation — Lester Nespa — [150, 698, 213, 704]
registration-notice: TO THE ELECTORS OF THE VILLAGE OF Manchester, County of Washtenaw, State of Michigan: Notice is hereby given, that a meeting of the Board of Registration of the village, in said village will be held in the Council Room, in said village, on Saturday, March 10th, 1906, at 8 o'clock a.m. for the purpose of reviewing and completing the names of all such persons who shall be possessed of the necessary qualifications of electors in said village and who may apply for that purpose, and that said board will be in session on the day and at the place aforesaid from 9 o'clock in the forenoon until 8 o'clock in the afternoon for the purpose aforesaid. Dated this 1st day of March, A.D. 1906. By order of the Board of Registration. WM. J. MOFFER, Clerk of Said Village. — [666, 223, 746, 363]
